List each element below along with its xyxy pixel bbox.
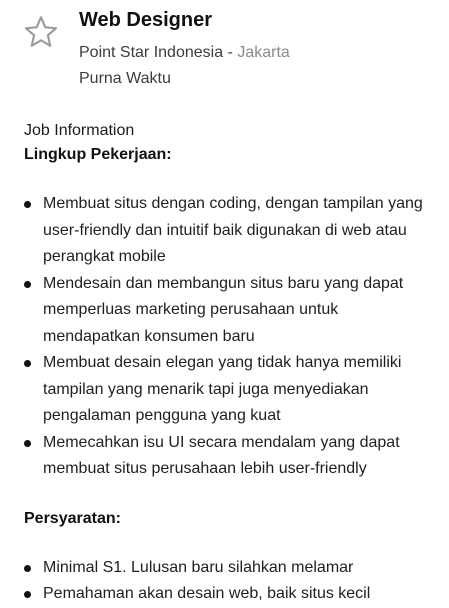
list-item bbox=[24, 581, 437, 608]
company-location-separator: - bbox=[223, 44, 238, 61]
job-description bbox=[24, 119, 437, 608]
list-item bbox=[24, 271, 437, 351]
company-line bbox=[79, 42, 437, 64]
list-item-text: Membuat desain elegan yang tidak hanya memiliki tampilan yang menarik tapi juga menyediakan pengalaman pengguna yang kuat bbox=[43, 354, 402, 424]
requirements-heading: Persyaratan: bbox=[24, 509, 121, 527]
scope-list bbox=[24, 191, 437, 483]
star-outline-icon bbox=[23, 14, 59, 50]
scope-heading: Lingkup Pekerjaan: bbox=[24, 146, 172, 163]
favorite-star-button[interactable] bbox=[22, 13, 60, 51]
employment-type: Purna Waktu bbox=[79, 70, 171, 87]
job-header bbox=[79, 6, 437, 90]
list-item-text: Membuat situs dengan coding, dengan tampilan yang user-friendly dan intuitif baik digunakan di web atau perangkat mobile bbox=[43, 195, 423, 265]
bullet-icon bbox=[24, 360, 31, 367]
list-item-text: Memecahkan isu UI secara mendalam yang dapat membuat situs perusahaan lebih user-friendly bbox=[43, 433, 400, 477]
job-information-label: Job Information bbox=[24, 122, 135, 139]
bullet-icon bbox=[24, 201, 31, 208]
list-item-text: Pemahaman akan desain web, baik situs kecil bbox=[43, 585, 371, 602]
bullet-icon bbox=[24, 440, 31, 447]
bullet-icon bbox=[24, 281, 31, 288]
bullet-icon bbox=[24, 591, 31, 598]
list-item bbox=[24, 191, 437, 271]
list-item-text: Mendesain dan membangun situs baru yang dapat memperluas marketing perusahaan untuk mendapatkan konsumen baru bbox=[43, 274, 404, 345]
list-item bbox=[24, 555, 437, 582]
job-location: Jakarta bbox=[237, 44, 290, 61]
company-name[interactable]: Point Star Indonesia bbox=[79, 44, 224, 61]
list-item bbox=[24, 350, 437, 430]
job-title: Web Designer bbox=[79, 9, 212, 31]
list-item-text: Minimal S1. Lulusan baru silahkan melamar bbox=[43, 558, 354, 576]
list-item bbox=[24, 430, 437, 483]
bullet-icon bbox=[24, 565, 31, 572]
